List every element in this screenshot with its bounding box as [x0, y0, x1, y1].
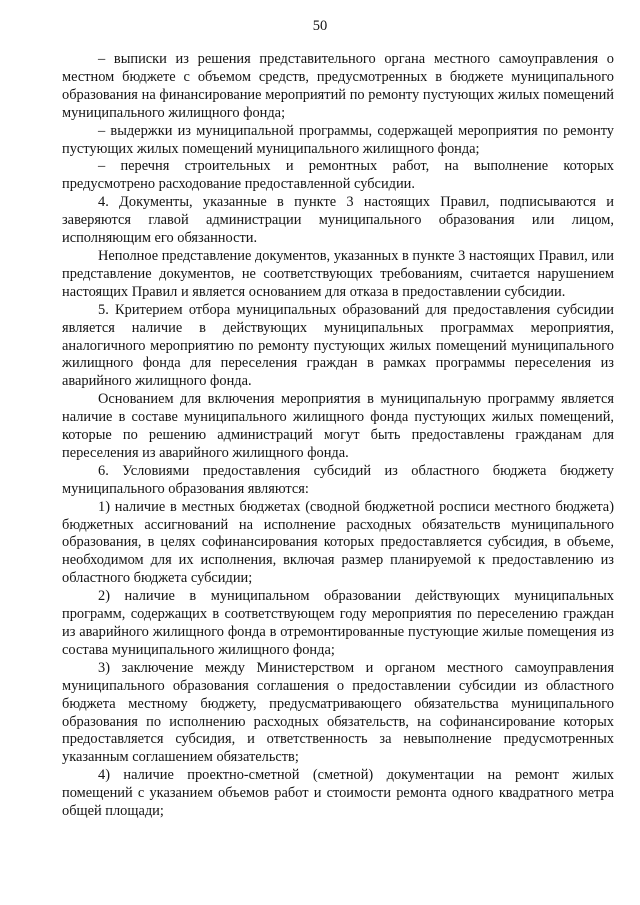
- paragraph-incomplete-documents: Неполное представление документов, указанных в пункте 3 настоящих Правил, или представление документов, не соответствующих требованиям, считается нарушением настоящих Правил и является основанием для отказа в предоставлении субсидии.: [62, 247, 615, 300]
- paragraph-condition-2: 2) наличие в муниципальном образовании действующих муниципальных программ, содержащих в соответствующем году мероприятия по переселению граждан из аварийного жилищного фонда в отремонтированные пустующие жилые помещения из состава муниципального жилищного фонда;: [62, 588, 614, 658]
- paragraph-extract-budget-decision: – выписки из решения представительного органа местного самоуправления о местном бюджете с объемом средств, предусмотренных в бюджете муниципального образования на финансирование мероприятий по ремонту пустующих жилых помещений муниципального жилищного фонда;: [62, 51, 614, 121]
- paragraph-item-4: 4. Документы, указанные в пункте 3 настоящих Правил, подписываются и заверяются главой администрации муниципального образования или лицом, исполняющим его обязанности.: [62, 194, 614, 247]
- paragraph-list-of-works: – перечня строительных и ремонтных работ, на выполнение которых предусмотрено расходование предоставленной субсидии.: [62, 158, 614, 193]
- paragraph-basis-for-inclusion: Основанием для включения мероприятия в муниципальную программу является наличие в составе муниципального жилищного фонда пустующих жилых помещений, которые по решению администраций могут быть предоставлены гражданам для переселения из аварийного жилищного фонда.: [62, 391, 614, 461]
- paragraph-extract-municipal-program: – выдержки из муниципальной программы, содержащей мероприятия по ремонту пустующих жилых помещений муниципального жилищного фонда;: [62, 122, 614, 157]
- paragraph-item-5: 5. Критерием отбора муниципальных образований для предоставления субсидии является наличие в действующих муниципальных программах мероприятия, аналогичного мероприятию по ремонту пустующих жилых помещений муниципального жилищного фонда для переселения граждан в рамках программы переселения из аварийного жилищного фонда.: [62, 301, 614, 390]
- paragraph-condition-3: 3) заключение между Министерством и органом местного самоуправления муниципального образования соглашения о предоставлении субсидии из областного бюджета местному бюджету, предусматривающего обязательства муниципального образования по исполнению расходных обязательств, на софинансирование которых предоставляется субсидия, и ответственность за невыполнение предусмотренных указанным соглашением обязательств;: [62, 659, 614, 766]
- paragraph-condition-4: 4) наличие проектно-сметной (сметной) документации на ремонт жилых помещений с указанием объемов работ и стоимости ремонта одного квадратного метра общей площади;: [62, 767, 614, 820]
- page-number: 50: [312, 18, 328, 34]
- paragraph-item-6: 6. Условиями предоставления субсидий из областного бюджета бюджету муниципального образования являются:: [62, 462, 614, 497]
- document-body: [62, 51, 614, 821]
- paragraph-condition-1: 1) наличие в местных бюджетах (сводной бюджетной росписи местного бюджета) бюджетных ассигнований на исполнение расходных обязательств муниципального образования, в целях софинансирования которых предоставляется субсидия, в объеме, необходимом для их исполнения, включая размер планируемой к предоставлению из областного бюджета субсидии;: [62, 498, 614, 587]
